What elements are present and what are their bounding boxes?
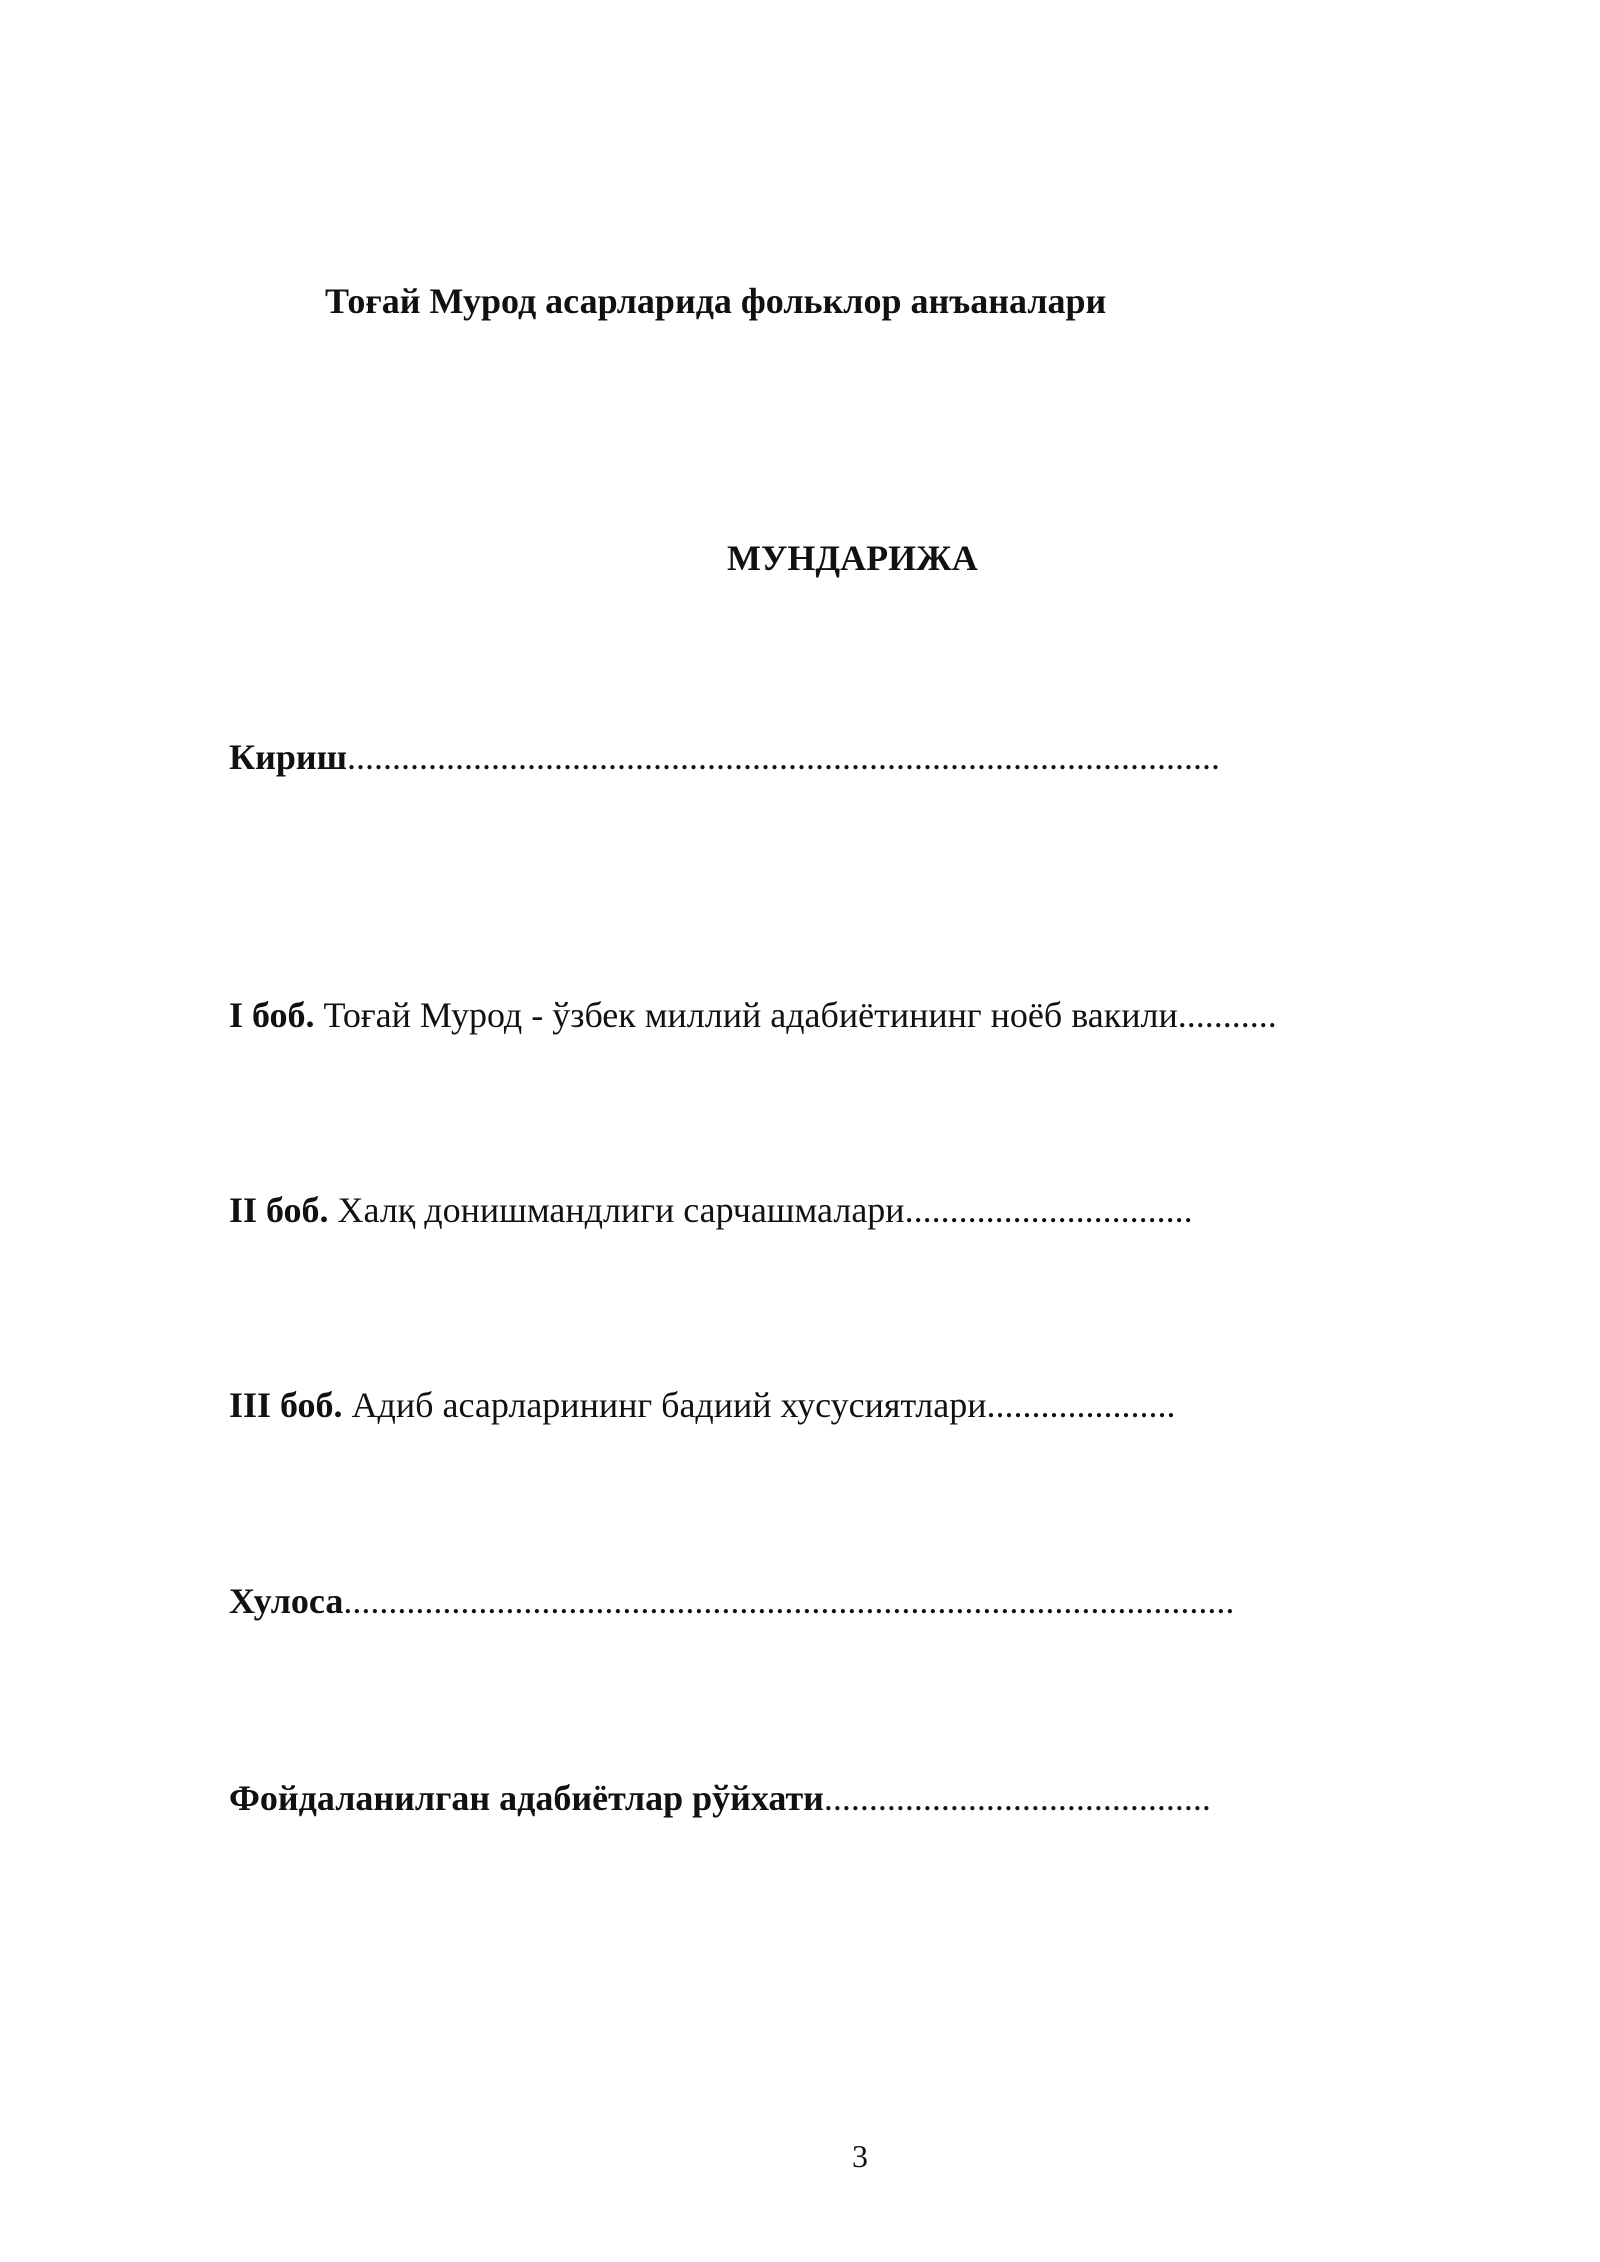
toc-heading: МУНДАРИЖА [727,538,978,578]
toc-entry-label: II боб. [229,1190,329,1230]
toc-entry-label: III боб. [229,1385,343,1425]
toc-entry-leader: ........... [1177,995,1277,1035]
toc-entry-leader: ................................ [904,1190,1193,1230]
toc-entry-chapter-2 [229,1189,1193,1231]
toc-entry-chapter-3 [229,1384,1176,1426]
toc-entry-text: Халқ донишмандлиги сарчашмалари [328,1190,905,1230]
toc-entry-leader: ........................................... [823,1778,1211,1818]
toc-entry-introduction [229,736,1220,778]
toc-entry-leader: ................................................................................................... [343,1581,1235,1621]
toc-entry-references [229,1777,1211,1819]
toc-entry-label: Фойдаланилган адабиётлар рўйхати [229,1778,824,1818]
toc-entry-chapter-1 [229,994,1277,1036]
toc-entry-text: Тоғай Мурод - ўзбек миллий адабиётининг ноёб вакили [314,995,1178,1035]
document-title: Тоғай Мурод асарларида фольклор анъаналари [325,281,1107,321]
toc-entry-text: Адиб асарларининг бадиий хусусиятлари [342,1385,987,1425]
toc-entry-conclusion [229,1580,1234,1622]
page-number: 3 [852,2138,868,2174]
toc-entry-leader: ..................... [986,1385,1176,1425]
toc-entry-label: I боб. [229,995,315,1035]
toc-entry-label: Кириш [229,737,348,777]
toc-entry-leader: ................................................................................................. [347,737,1221,777]
toc-entry-label: Хулоса [229,1581,344,1621]
